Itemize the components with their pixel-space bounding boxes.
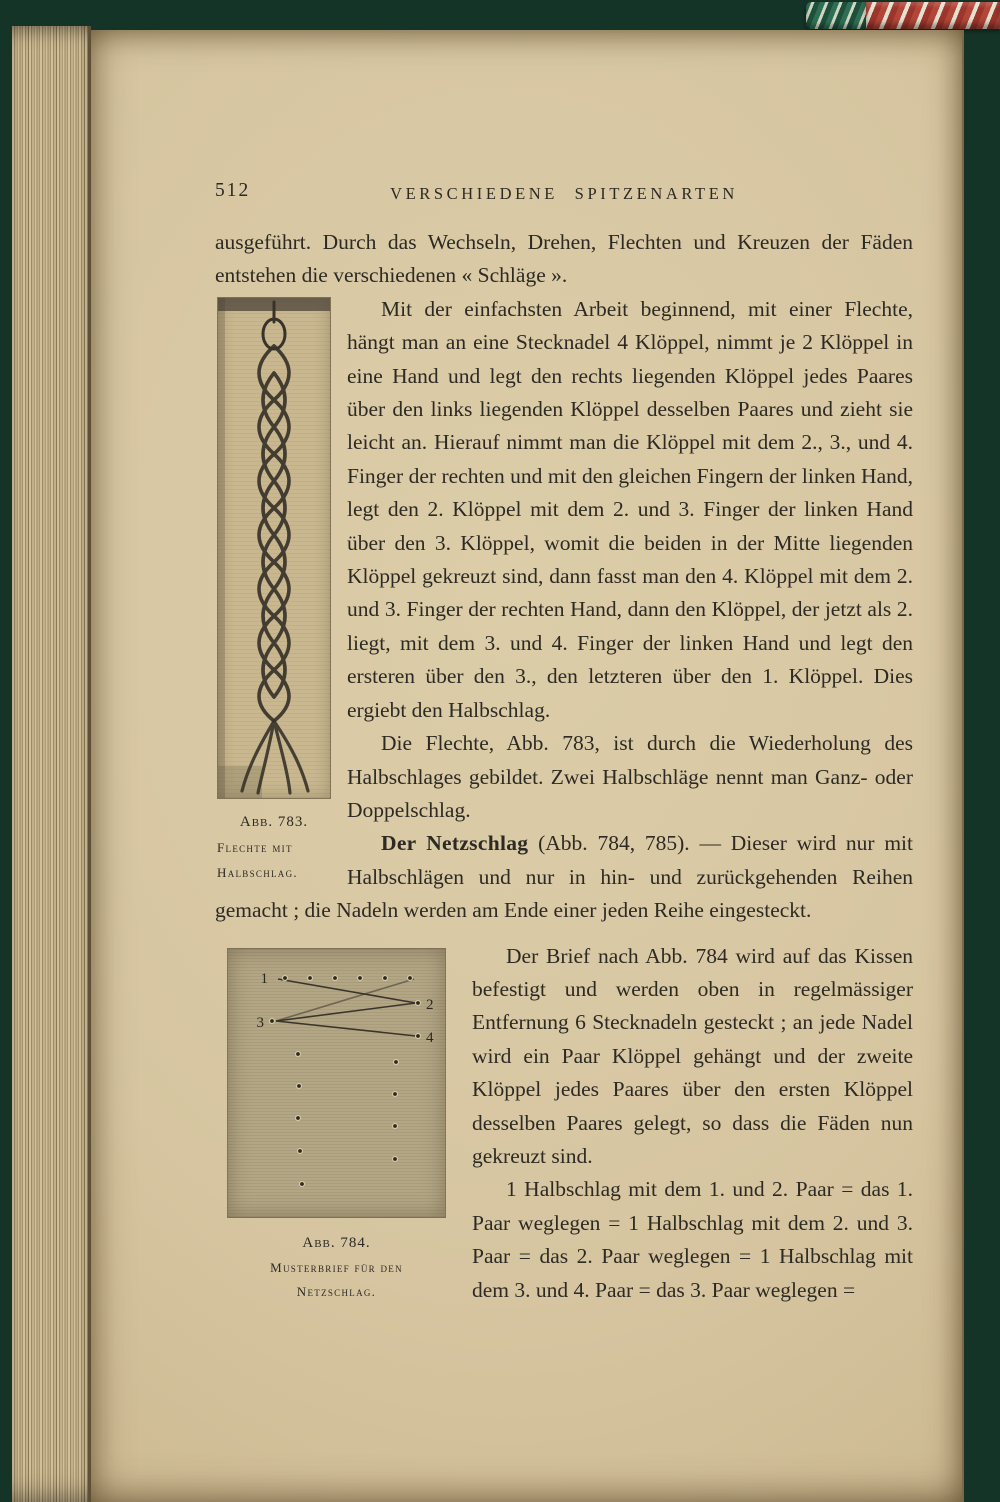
- thread-lines: [276, 979, 416, 1036]
- figure-783-caption: [217, 811, 331, 883]
- page-number: 512: [215, 180, 251, 201]
- page-content: [215, 172, 913, 1310]
- lower-pin-dots: [295, 1051, 399, 1187]
- figure-784-image: [227, 948, 446, 1218]
- running-header: VERSCHIEDENE SPITZENARTEN: [390, 184, 738, 203]
- paragraph-halbschlag: Mit der einfachsten Arbeit beginnend, mit einer Flechte, hängt man an eine Stecknadel 4 Klöppel, nimmt je 2 Klöppel in eine Hand und legt den rechts liegenden Klöppel jedes Paares über den links liegenden Klöppel desselben Paares und zieht sie leicht an. Hierauf nimmt man die Klöppel mit dem 2., 3., und 4. Finger der rechten und mit den gleichen Fingern der linken Hand, legt den 2. Klöppel mit dem 2. und 3. Finger der linken Hand über den 3. Klöppel, womit die beiden in der Mitte liegenden Klöppel gekreuzt sind, dann fasst man den 4. Klöppel mit dem 2. und 3. Finger der rechten Hand, dann den Klöppel, der jetzt als 2. liegt, mit dem 3. und 4. Finger der linken Hand und legt den ersteren über den 3., den letzteren über den 1. Klöppel. Dies ergiebt den Halbschlag.: [347, 296, 913, 722]
- point-label-1: 1: [260, 970, 268, 987]
- netzschlag-rest: (Abb. 784, 785). — Dieser wird nur mit Halbschlägen und nur in hin- und zurückgehenden Reihen gemacht ; die Nadeln werden am Ende einer jeden Reihe eingesteckt.: [215, 831, 913, 923]
- book-page: [91, 30, 964, 1502]
- figure-783-image: [217, 297, 331, 799]
- netzschlag-bold-lead: Der Netzschlag: [381, 831, 529, 856]
- figure-783-caption-line: Flechte mit: [217, 839, 293, 855]
- braid-woodcut-svg: [218, 298, 330, 798]
- musterbrief-woodcut-svg: [228, 949, 445, 1217]
- figure-783: [217, 297, 331, 883]
- page-header: [215, 172, 913, 208]
- braid-strands: [259, 346, 289, 721]
- figure-784-caption-line: Musterbrief für den: [270, 1259, 403, 1275]
- paragraph-flechte: Die Flechte, Abb. 783, ist durch die Wiederholung des Halbschlages gebildet. Zwei Halbschläge nennt man Ganz- oder Doppelschlag.: [347, 731, 913, 822]
- book-page-edges: [12, 26, 91, 1502]
- book-headband: [806, 2, 1000, 29]
- point-label-3: 3: [256, 1014, 264, 1031]
- point-label-4: 4: [426, 1029, 434, 1046]
- headband-red-segment: [866, 2, 1000, 29]
- point-label-2: 2: [426, 996, 434, 1013]
- headband-green-segment: [806, 2, 866, 29]
- woodcut-left-shading: [218, 298, 225, 798]
- figure-784-caption-number: Abb. 784.: [302, 1234, 371, 1251]
- figure-783-caption-line: Halbschlag.: [217, 864, 298, 880]
- figure-783-caption-number: Abb. 783.: [239, 813, 309, 830]
- figure-784: [227, 948, 446, 1302]
- woodcut-bottom-shading: [218, 766, 262, 798]
- paragraph-halbschlag-sequence: 1 Halbschlag mit dem 1. und 2. Paar = das 1. Paar weglegen = 1 Halbschlag mit dem 2. und 3. Paar = das 2. Paar weglegen = 1 Halbschlag mit dem 3. und 4. Paar = das 3. Paar weglegen =: [472, 1177, 913, 1302]
- figure-784-caption-line: Netzschlag.: [296, 1283, 377, 1299]
- paragraph-continuation: ausgeführt. Durch das Wechseln, Drehen, Flechten und Kreuzen der Fäden entstehen die verschiedenen « Schläge ».: [215, 230, 913, 288]
- paragraph-brief: Der Brief nach Abb. 784 wird auf das Kissen befestigt und werden oben in regelmässiger Entfernung 6 Stecknadeln gesteckt ; an jede Nadel wird ein Paar Klöppel gehängt und der zweite Klöppel jedes Paares über den ersten Klöppel desselben Paares gelegt, so dass die Fäden nun gekreuzt sind.: [472, 943, 913, 1168]
- figure-784-caption: [227, 1232, 446, 1302]
